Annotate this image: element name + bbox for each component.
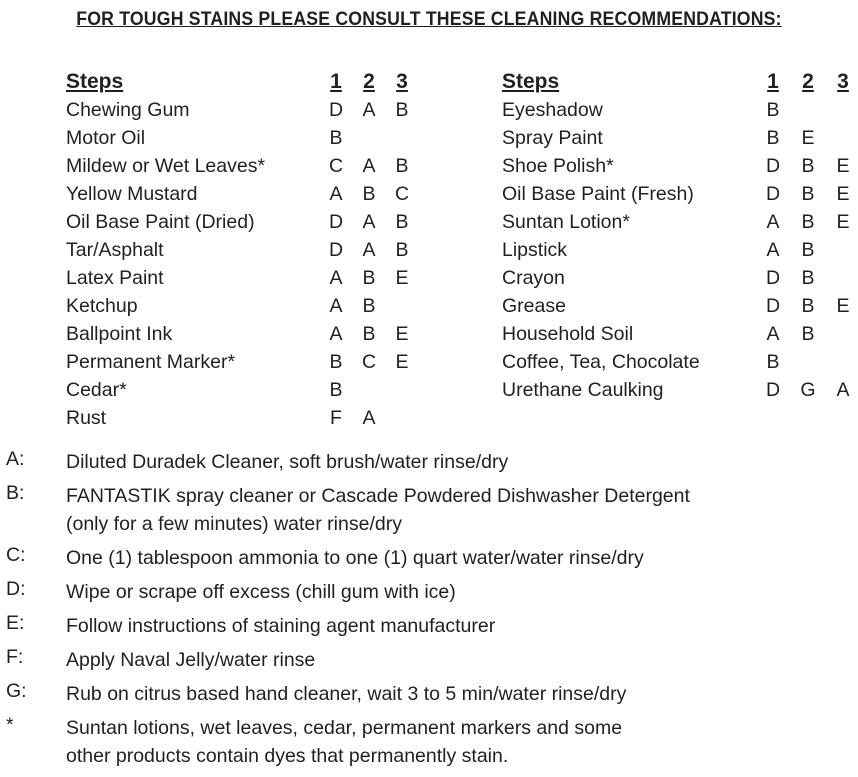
legend-key: G: [6, 680, 27, 702]
step-3: E [836, 295, 850, 317]
stain-name: Permanent Marker* [66, 351, 236, 373]
stain-name: Rust [66, 407, 107, 429]
stain-name: Urethane Caulking [502, 379, 664, 401]
step-3: B [395, 99, 409, 121]
page-heading: FOR TOUGH STAINS PLEASE CONSULT THESE CLEANING RECOMMENDATIONS: [76, 9, 782, 30]
stain-row [502, 348, 854, 376]
legend-key: F: [6, 646, 24, 668]
step-3: E [395, 267, 409, 289]
stain-name: Mildew or Wet Leaves* [66, 155, 266, 177]
step-1: A [766, 211, 780, 233]
legend-item [0, 612, 858, 640]
stain-row [66, 404, 426, 432]
step-1-header: 1 [767, 70, 779, 93]
step-2: B [801, 323, 815, 345]
legend-item [0, 544, 858, 572]
step-1-header: 1 [330, 70, 342, 93]
stain-row [66, 208, 426, 236]
step-2: A [362, 407, 376, 429]
legend-line: One (1) tablespoon ammonia to one (1) quart water/water rinse/dry [66, 547, 644, 569]
step-2: B [362, 323, 376, 345]
stain-row [66, 264, 426, 292]
step-2: A [362, 155, 376, 177]
step-1: B [329, 351, 343, 373]
step-1: F [330, 407, 342, 429]
steps-header: Steps [66, 70, 124, 93]
step-1: A [329, 295, 343, 317]
step-3: E [836, 183, 850, 205]
legend-description [66, 646, 766, 674]
stain-row [66, 124, 426, 152]
step-1: D [765, 267, 781, 289]
stain-row [502, 208, 854, 236]
stain-name: Chewing Gum [66, 99, 190, 121]
legend-key: B: [6, 482, 25, 504]
step-1: D [765, 295, 781, 317]
legend-key: C: [6, 544, 26, 566]
stain-name: Ballpoint Ink [66, 323, 173, 345]
stain-rows-left [66, 96, 426, 432]
step-3: B [395, 239, 409, 261]
step-1: A [329, 267, 343, 289]
step-1: A [329, 323, 343, 345]
step-2: A [362, 211, 376, 233]
stain-row [502, 152, 854, 180]
step-2: E [801, 127, 815, 149]
step-2: B [362, 267, 376, 289]
step-1: B [329, 379, 343, 401]
legend-description [66, 612, 766, 640]
step-2-header: 2 [802, 70, 814, 93]
legend-item [0, 646, 858, 674]
step-3-header: 3 [396, 70, 408, 93]
step-3: B [395, 155, 409, 177]
step-1: D [765, 155, 781, 177]
step-2: B [801, 239, 815, 261]
legend-item [0, 448, 858, 476]
legend-description [66, 578, 766, 606]
step-2: B [801, 183, 815, 205]
legend-description [66, 544, 766, 572]
step-1: B [766, 99, 780, 121]
stain-row [66, 96, 426, 124]
step-2-header: 2 [363, 70, 375, 93]
step-1: D [328, 211, 344, 233]
stain-name: Household Soil [502, 323, 634, 345]
stain-table-left [66, 68, 426, 432]
step-2: A [362, 239, 376, 261]
stain-name: Spray Paint [502, 127, 603, 149]
stain-row [502, 292, 854, 320]
legend-key: D: [6, 578, 26, 600]
legend-item [0, 714, 858, 770]
step-2: C [361, 351, 377, 373]
stain-row [502, 376, 854, 404]
stain-rows-right [502, 96, 854, 404]
stain-name: Ketchup [66, 295, 138, 317]
step-1: D [765, 183, 781, 205]
legend [0, 448, 858, 776]
step-1: D [765, 379, 781, 401]
stain-row [502, 236, 854, 264]
stain-row [66, 180, 426, 208]
step-2: B [801, 155, 815, 177]
stain-row [502, 264, 854, 292]
step-1: C [328, 155, 344, 177]
stain-name: Shoe Polish* [502, 155, 614, 177]
legend-line: FANTASTIK spray cleaner or Cascade Powdered Dishwasher Detergent [66, 485, 690, 507]
stain-name: Oil Base Paint (Dried) [66, 211, 255, 233]
steps-header: Steps [502, 70, 560, 93]
stain-name: Suntan Lotion* [502, 211, 630, 233]
step-2: B [362, 183, 376, 205]
step-1: A [329, 183, 343, 205]
stain-name: Yellow Mustard [66, 183, 198, 205]
legend-line: Wipe or scrape off excess (chill gum with ice) [66, 581, 456, 603]
stain-row [502, 320, 854, 348]
legend-item [0, 578, 858, 606]
legend-description [66, 448, 766, 476]
stain-row [66, 236, 426, 264]
legend-key: * [6, 714, 14, 736]
stain-name: Tar/Asphalt [66, 239, 164, 261]
legend-key: A: [6, 448, 25, 470]
table-header [66, 68, 426, 96]
stain-name: Lipstick [502, 239, 568, 261]
stain-name: Coffee, Tea, Chocolate [502, 351, 700, 373]
legend-line: Rub on citrus based hand cleaner, wait 3 to 5 min/water rinse/dry [66, 683, 627, 705]
stain-row [502, 96, 854, 124]
step-1: B [766, 127, 780, 149]
stain-name: Eyeshadow [502, 99, 603, 121]
stain-row [66, 348, 426, 376]
table-header [502, 68, 854, 96]
step-3: E [395, 323, 409, 345]
stain-name: Crayon [502, 267, 565, 289]
step-2: B [801, 267, 815, 289]
stain-row [66, 320, 426, 348]
legend-description [66, 714, 766, 770]
legend-key: E: [6, 612, 25, 634]
legend-line: Apply Naval Jelly/water rinse [66, 649, 316, 671]
step-2: G [800, 379, 816, 401]
stain-name: Cedar* [66, 379, 127, 401]
legend-description [66, 680, 766, 708]
step-2: B [362, 295, 376, 317]
step-2: A [362, 99, 376, 121]
step-1: A [766, 239, 780, 261]
legend-line: Follow instructions of staining agent manufacturer [66, 615, 496, 637]
step-1: A [766, 323, 780, 345]
stain-row [502, 124, 854, 152]
step-1: D [328, 99, 344, 121]
step-1: B [766, 351, 780, 373]
legend-description [66, 482, 766, 538]
stain-row [66, 152, 426, 180]
legend-line: (only for a few minutes) water rinse/dry [66, 513, 402, 535]
stain-row [66, 292, 426, 320]
step-3: B [395, 211, 409, 233]
stain-table-right [502, 68, 854, 404]
step-2: B [801, 211, 815, 233]
legend-line: Diluted Duradek Cleaner, soft brush/water rinse/dry [66, 451, 509, 473]
stain-name: Oil Base Paint (Fresh) [502, 183, 694, 205]
legend-item [0, 680, 858, 708]
stain-name: Latex Paint [66, 267, 164, 289]
step-3: E [836, 211, 850, 233]
step-3-header: 3 [837, 70, 849, 93]
step-3: E [836, 155, 850, 177]
legend-line: Suntan lotions, wet leaves, cedar, permanent markers and some [66, 717, 623, 739]
stain-name: Grease [502, 295, 566, 317]
step-1: D [328, 239, 344, 261]
stain-row [66, 376, 426, 404]
step-3: A [836, 379, 850, 401]
legend-item [0, 482, 858, 538]
stain-name: Motor Oil [66, 127, 146, 149]
step-3: C [394, 183, 410, 205]
stain-row [502, 180, 854, 208]
legend-line: other products contain dyes that permanently stain. [66, 745, 509, 767]
step-3: E [395, 351, 409, 373]
step-1: B [329, 127, 343, 149]
step-2: B [801, 295, 815, 317]
